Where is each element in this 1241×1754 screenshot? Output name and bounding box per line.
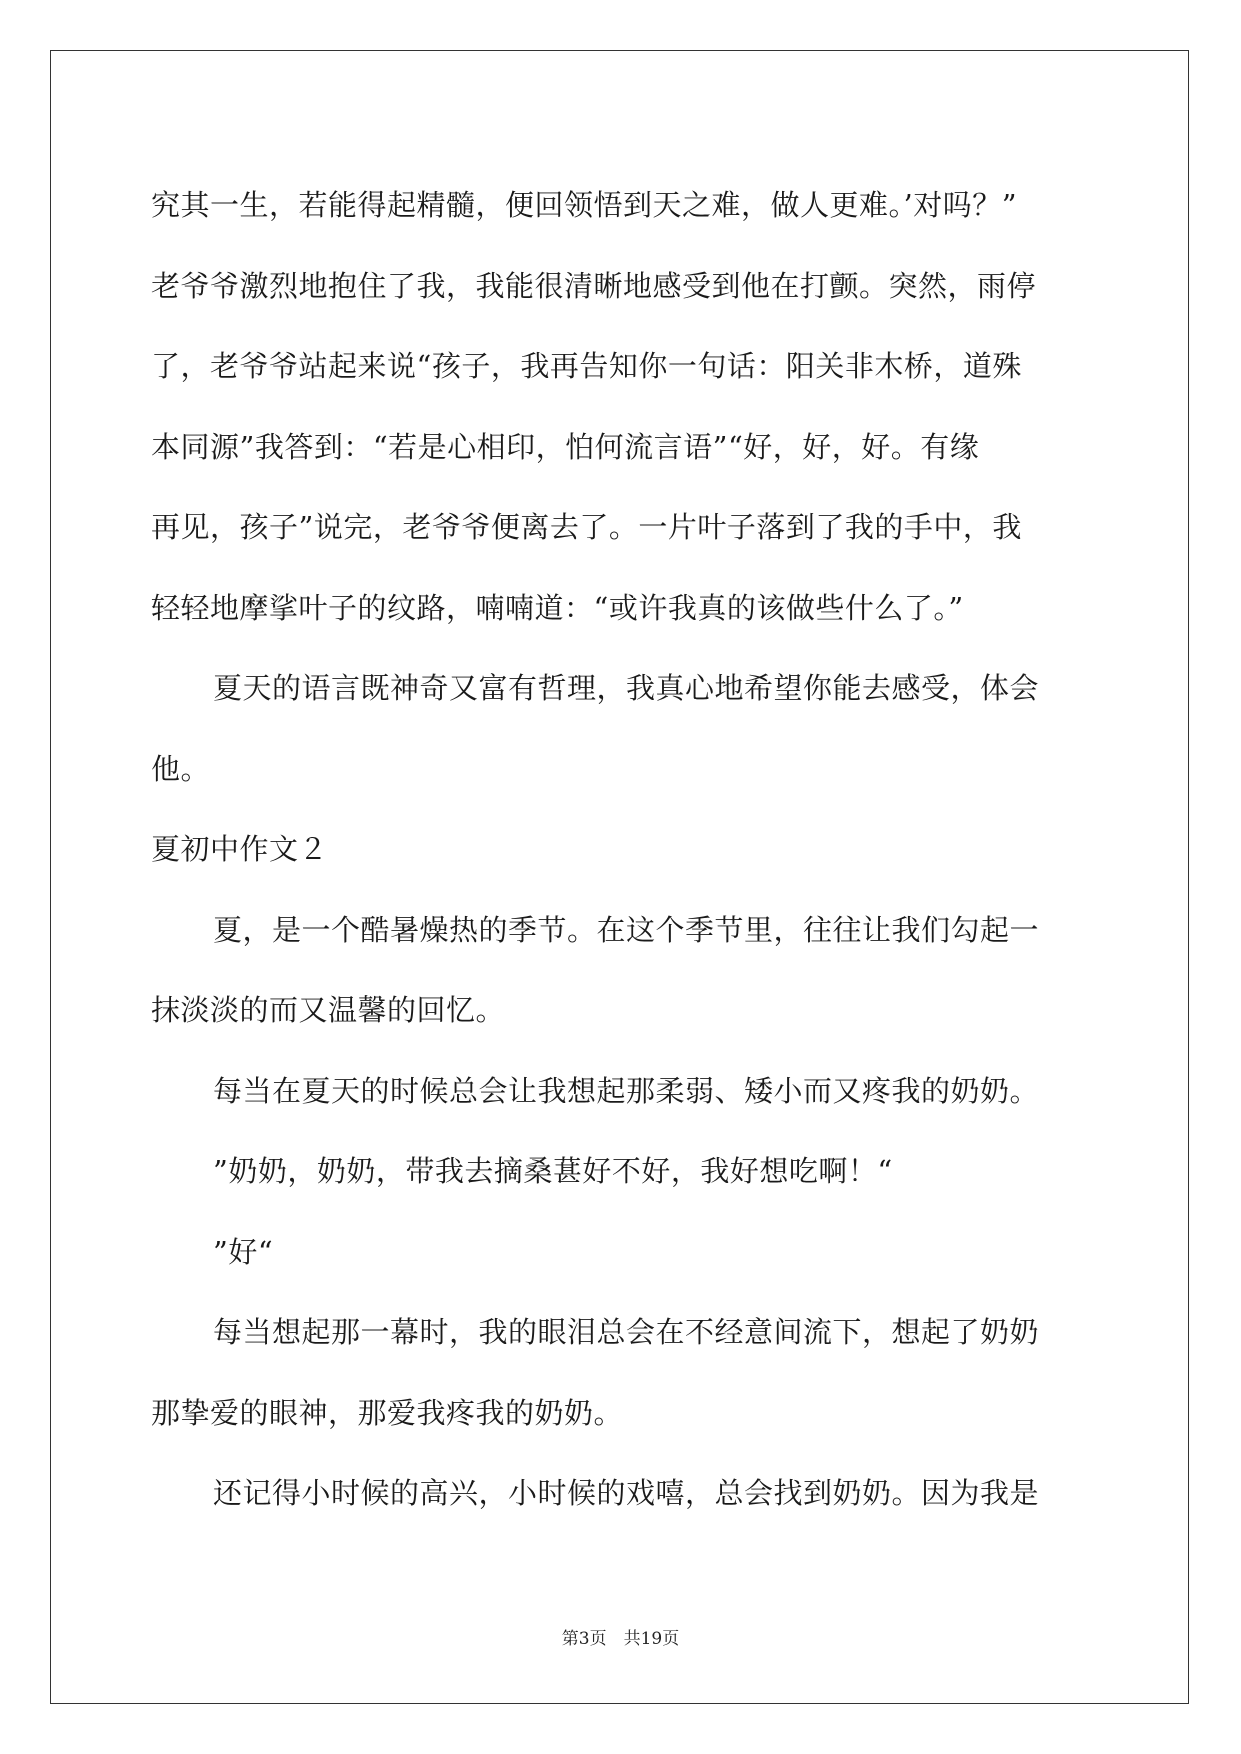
text-line: 老爷爷激烈地抱住了我，我能很清晰地感受到他在打颤。突然，雨停 — [151, 268, 1037, 303]
text-line: ”好“ — [213, 1234, 274, 1269]
section-heading: 夏初中作文２ — [151, 832, 329, 866]
text-line: 夏天的语言既神奇又富有哲理，我真心地希望你能去感受，体会 — [213, 671, 1040, 705]
text-line: 究其一生，若能得起精髓，便回领悟到天之难，做人更难。’对吗？” — [151, 188, 1018, 222]
text-line: 还记得小时候的高兴，小时候的戏嘻，总会找到奶奶。因为我是 — [213, 1476, 1040, 1510]
text-line: 每当在夏天的时候总会让我想起那柔弱、矮小而又疼我的奶奶。 — [213, 1073, 1040, 1108]
text-line: 轻轻地摩挲叶子的纹路，喃喃道：“或许我真的该做些什么了。” — [151, 590, 964, 625]
page-number-footer: 第3页 共19页 — [561, 1629, 680, 1649]
text-line: 抹淡淡的而又温馨的回忆。 — [151, 993, 506, 1027]
text-line: 每当想起那一幕时，我的眼泪总会在不经意间流下，想起了奶奶 — [213, 1315, 1040, 1349]
document-body — [151, 165, 1091, 1534]
text-line: 他。 — [151, 751, 211, 786]
text-line: 夏，是一个酷暑燥热的季节。在这个季节里，往往让我们勾起一 — [213, 912, 1040, 947]
text-line: ”奶奶，奶奶，带我去摘桑葚好不好，我好想吃啊！“ — [213, 1154, 893, 1188]
text-line: 再见，孩子”说完，老爷爷便离去了。一片叶子落到了我的手中，我 — [151, 510, 1022, 544]
text-line: 了，老爷爷站起来说“孩子，我再告知你一句话：阳关非木桥，道殊 — [151, 349, 1022, 383]
text-line: 那挚爱的眼神，那爱我疼我的奶奶。 — [151, 1395, 624, 1430]
text-line: 本同源”我答到：“若是心相印，怕何流言语”“好，好，好。有缘 — [151, 429, 980, 464]
